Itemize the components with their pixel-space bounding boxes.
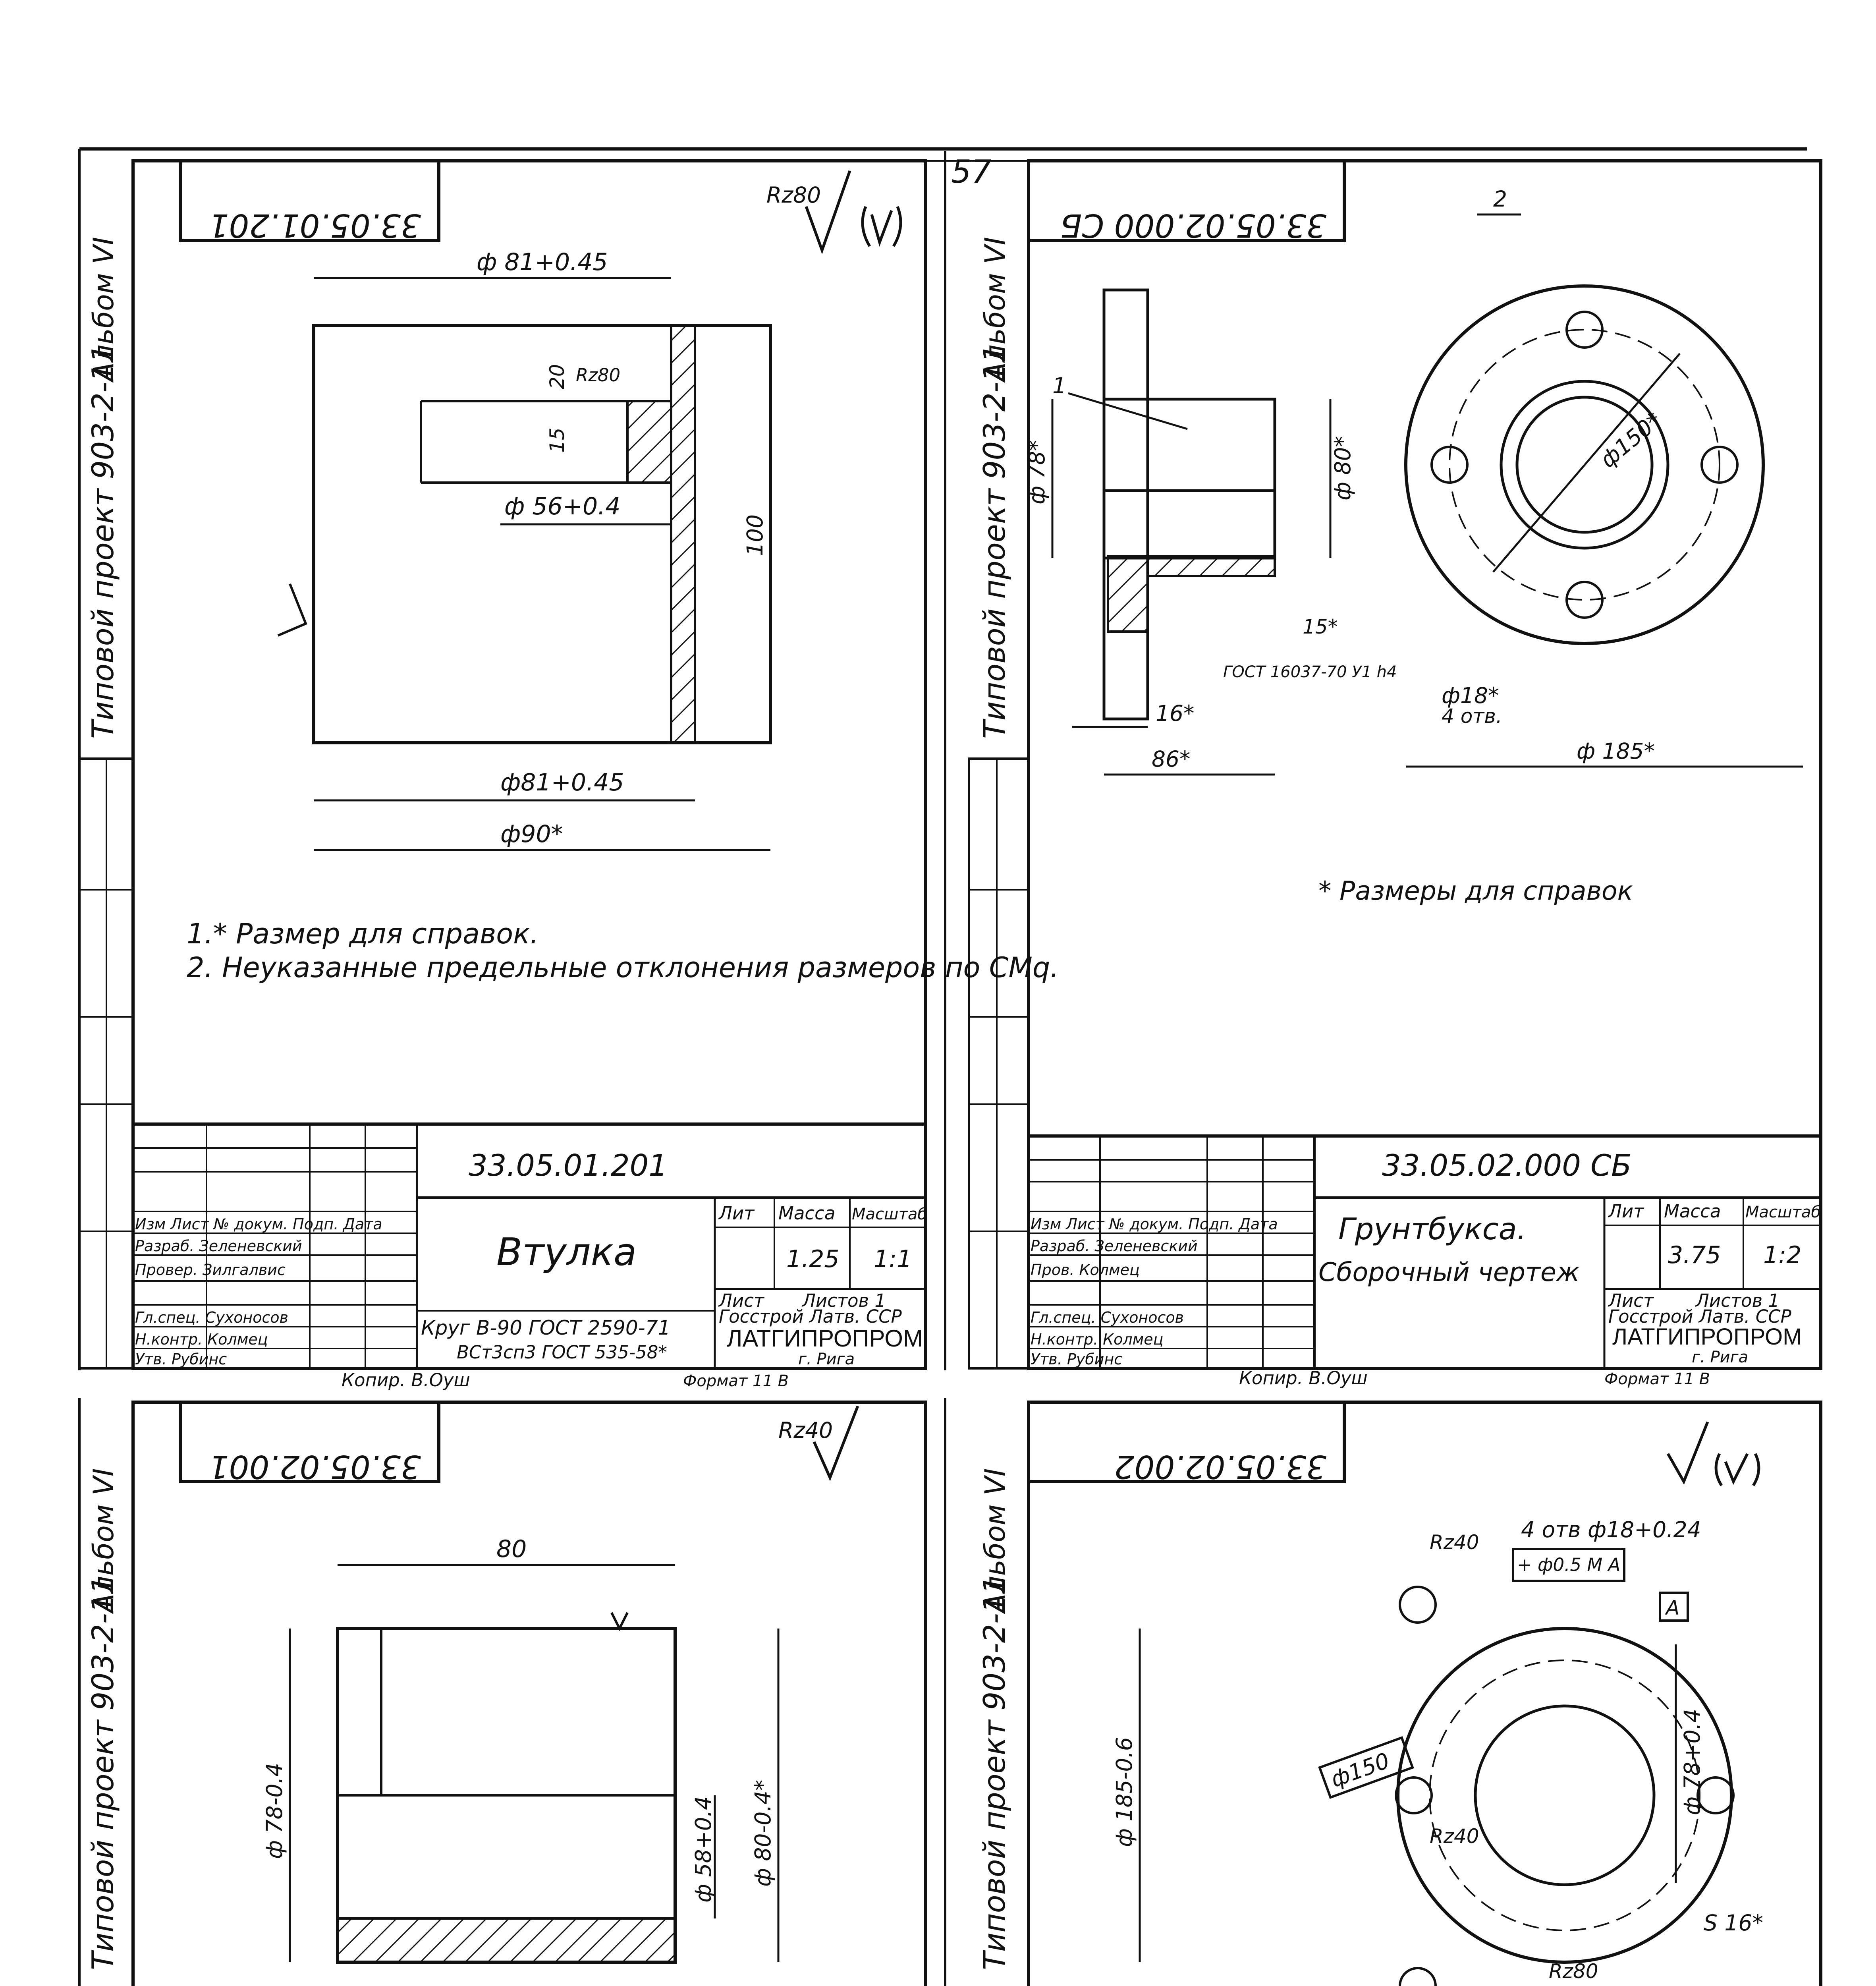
side-text: Типовой проект 903-2-11	[85, 1575, 120, 1970]
dim-11: 1	[1052, 373, 1066, 398]
dim-4: ф90*	[500, 820, 563, 848]
tb-name: Втулка	[496, 1231, 637, 1274]
tb-material-1: Круг В-90 ГОСТ 2590-71	[421, 1316, 671, 1339]
tb-row-4: Н.контр. Колмец	[135, 1331, 268, 1348]
album-label: Альбом VI	[87, 1468, 120, 1613]
dim-10: ГОСТ 16037-70 У1 h4	[1223, 663, 1397, 681]
album-label: Альбом VI	[979, 237, 1011, 381]
dim-4: Rz40	[1430, 1531, 1479, 1554]
side-text: Типовой проект 903-2-11	[85, 344, 120, 739]
tb-org-2: ЛАТГИПРОПРОМ	[727, 1325, 923, 1352]
tb-format: Формат 11 В	[1604, 1370, 1710, 1388]
tb-row-5: Утв. Рубинс	[135, 1350, 227, 1368]
tb-code: 33.05.01.201	[469, 1148, 668, 1183]
dim-9: 15*	[1303, 615, 1338, 638]
tb-row-1: Разраб. Зеленевский	[1031, 1237, 1198, 1255]
tb-row-0: Изм Лист № докум. Подп. Дата	[1031, 1215, 1278, 1233]
tb-row-2: Провер. Зилгалвис	[135, 1261, 286, 1279]
tb-org-3: г. Рига	[1692, 1348, 1749, 1366]
tb-mass: 3.75	[1668, 1241, 1721, 1269]
note-1: 1.* Размер для справок.	[187, 918, 539, 950]
dim-4: ф18*	[1442, 683, 1499, 708]
dim-8: Rz80	[576, 365, 621, 386]
tb-row-3: Гл.спец. Сухоносов	[135, 1309, 289, 1326]
tb-sheet-label: Лист	[1608, 1290, 1654, 1311]
tb-scale-label: Масштаб	[1745, 1203, 1821, 1221]
sheet-bottom-right	[945, 1398, 1876, 1986]
side-text: Типовой проект 903-2-11	[977, 344, 1012, 739]
tb-org-1: Госстрой Латв. ССР	[1608, 1306, 1791, 1327]
page-number: 57	[951, 153, 992, 190]
tb-mass: 1.25	[786, 1245, 840, 1273]
dim-7: Rz40	[1430, 1825, 1479, 1848]
dim-7: 16*	[1156, 701, 1195, 726]
tb-scale-label: Масштаб	[852, 1205, 928, 1223]
tb-sheets-label: Листов 1	[1696, 1290, 1780, 1311]
tb-row-4: Н.контр. Колмец	[1031, 1331, 1164, 1348]
dim-7: 100	[742, 514, 768, 556]
dim-1: 80	[496, 1535, 527, 1563]
tb-lit-label: Лит	[1608, 1201, 1644, 1222]
dim-6: 15	[546, 427, 569, 453]
side-text: Типовой проект 903-2-11	[977, 1575, 1012, 1970]
rotated-code: 33.05.02.002	[1114, 1448, 1326, 1485]
tb-row-1: Разраб. Зеленевский	[135, 1237, 302, 1255]
album-label: Альбом VI	[979, 1468, 1011, 1613]
tb-mass-label: Масса	[1664, 1201, 1721, 1222]
tb-row-5: Утв. Рубинс	[1031, 1350, 1123, 1368]
tb-org-3: г. Рига	[798, 1350, 855, 1368]
tb-name-2: Сборочный чертеж	[1318, 1258, 1580, 1287]
tb-row-3: Гл.спец. Сухоносов	[1031, 1309, 1184, 1326]
tb-scale: 1:2	[1763, 1241, 1802, 1269]
dim-8: 86*	[1152, 746, 1191, 772]
tb-sheets-label: Листов 1	[802, 1290, 886, 1311]
tb-code: 33.05.02.000 СБ	[1382, 1148, 1632, 1183]
tb-org-1: Госстрой Латв. ССР	[719, 1306, 902, 1327]
tb-copy: Копир. В.Оуш	[1239, 1368, 1368, 1389]
tb-sheet-label: Лист	[719, 1290, 764, 1311]
tb-row-2: Пров. Колмец	[1031, 1261, 1140, 1279]
tb-scale: 1:1	[874, 1245, 912, 1273]
dim-4: ф 80-0.4*	[750, 1779, 776, 1887]
tb-material-2: ВСт3сп3 ГОСТ 535-58*	[457, 1342, 667, 1363]
dim-3: ф81+0.45	[500, 769, 624, 796]
dim-10: Rz80	[1549, 1960, 1598, 1983]
dim-2: + ф0.5 М A	[1517, 1554, 1621, 1575]
note-1: * Размеры для справок	[1318, 876, 1633, 906]
dim-8: ф 78+0.4	[1679, 1708, 1705, 1815]
album-label: Альбом VI	[87, 237, 120, 381]
dim-1: ф 78*	[1024, 440, 1050, 504]
sheet-bottom-left	[79, 1398, 1000, 1986]
tb-copy: Копир. В.Оуш	[342, 1370, 470, 1391]
tb-row-0: Изм Лист № докум. Подп. Дата	[135, 1215, 382, 1233]
rotated-code: 33.05.02.000 СБ	[1060, 207, 1326, 244]
rotated-code: 33.05.02.001	[208, 1448, 421, 1485]
note-2: 2. Неуказанные предельные отклонения размеров по СМq.	[187, 951, 1059, 984]
rotated-code: 33.05.01.201	[208, 207, 421, 244]
roughness-mark: Rz80	[766, 182, 821, 208]
dim-3: ф150*	[1595, 407, 1666, 473]
dim-2: ф 56+0.4	[504, 493, 621, 520]
dim-5: 4 отв.	[1442, 705, 1502, 728]
dim-5: 20	[546, 364, 569, 389]
tb-mass-label: Масса	[778, 1203, 836, 1224]
tb-lit-label: Лит	[719, 1203, 755, 1224]
title-block	[133, 1124, 927, 1391]
tb-name: Грунтбукса.	[1338, 1211, 1527, 1246]
dim-6: ф 185*	[1577, 738, 1655, 764]
tb-format: Формат 11 В	[683, 1372, 789, 1390]
roughness-mark: Rz40	[778, 1418, 833, 1443]
dim-6: ф150	[1327, 1748, 1393, 1793]
dim-2: ф 78-0.4	[262, 1763, 287, 1859]
tb-org-2: ЛАТГИПРОПРОМ	[1612, 1324, 1802, 1350]
dim-1: 4 отв ф18+0.24	[1521, 1517, 1701, 1542]
sheet-top-left	[79, 149, 1059, 1391]
title-block	[1029, 1136, 1821, 1389]
dim-3: A	[1666, 1596, 1680, 1619]
dim-12: 2	[1493, 186, 1507, 212]
sheet-top-right	[925, 151, 1821, 1389]
dim-3: ф 58+0.4	[691, 1796, 716, 1903]
dim-5: ф 185-0.6	[1112, 1737, 1137, 1847]
dim-1: ф 81+0.45	[477, 248, 608, 276]
dim-9: S 16*	[1704, 1910, 1763, 1936]
dim-2: ф 80*	[1330, 436, 1355, 500]
